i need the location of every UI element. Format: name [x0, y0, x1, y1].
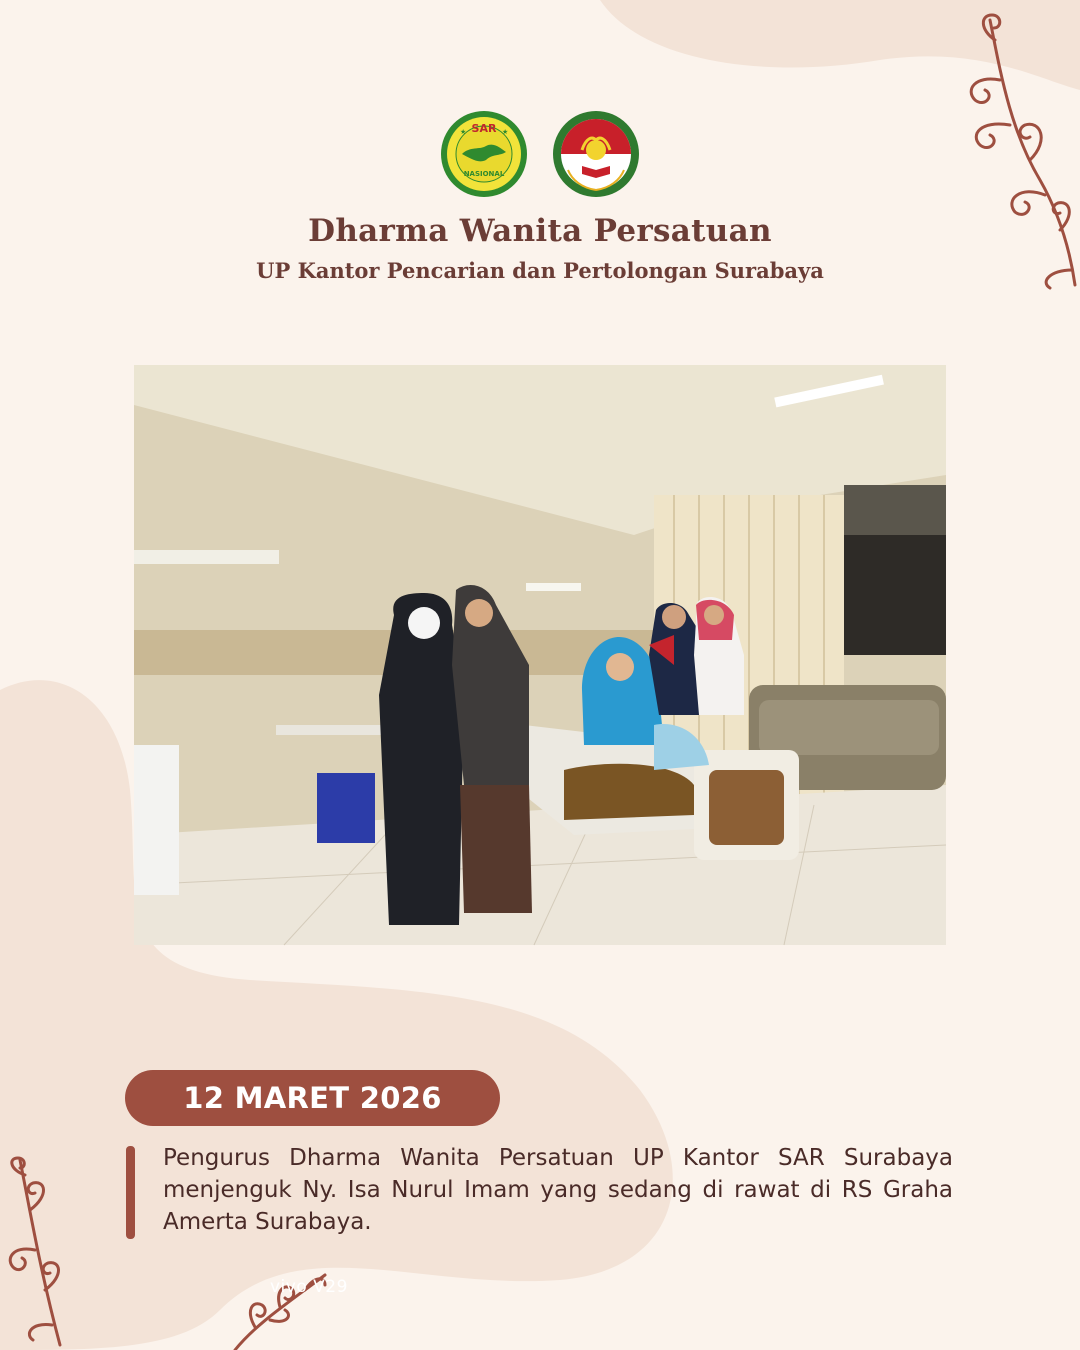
logo-row	[0, 110, 1080, 198]
svg-text:★: ★	[502, 128, 509, 136]
svg-text:NASIONAL: NASIONAL	[463, 170, 505, 178]
org-subtitle: UP Kantor Pencarian dan Pertolongan Surabaya	[256, 258, 824, 283]
sar-nasional-logo	[440, 110, 528, 198]
vine-decoration-bottom-left	[0, 1150, 90, 1350]
description-accent-bar	[126, 1146, 135, 1239]
dharma-wanita-logo	[552, 110, 640, 198]
svg-text:SAR: SAR	[471, 122, 497, 135]
event-date-badge: 12 MARET 2026	[125, 1070, 500, 1126]
org-title: Dharma Wanita Persatuan	[308, 213, 772, 249]
photo-watermark: vivo V29	[270, 1277, 348, 1297]
event-description: Pengurus Dharma Wanita Persatuan UP Kantor SAR Surabaya menjenguk Ny. Isa Nurul Imam yang sedang di rawat di RS Graha Amerta Surabaya.	[163, 1145, 953, 1235]
hospital-room-scene	[134, 365, 946, 945]
svg-text:★: ★	[460, 128, 467, 136]
